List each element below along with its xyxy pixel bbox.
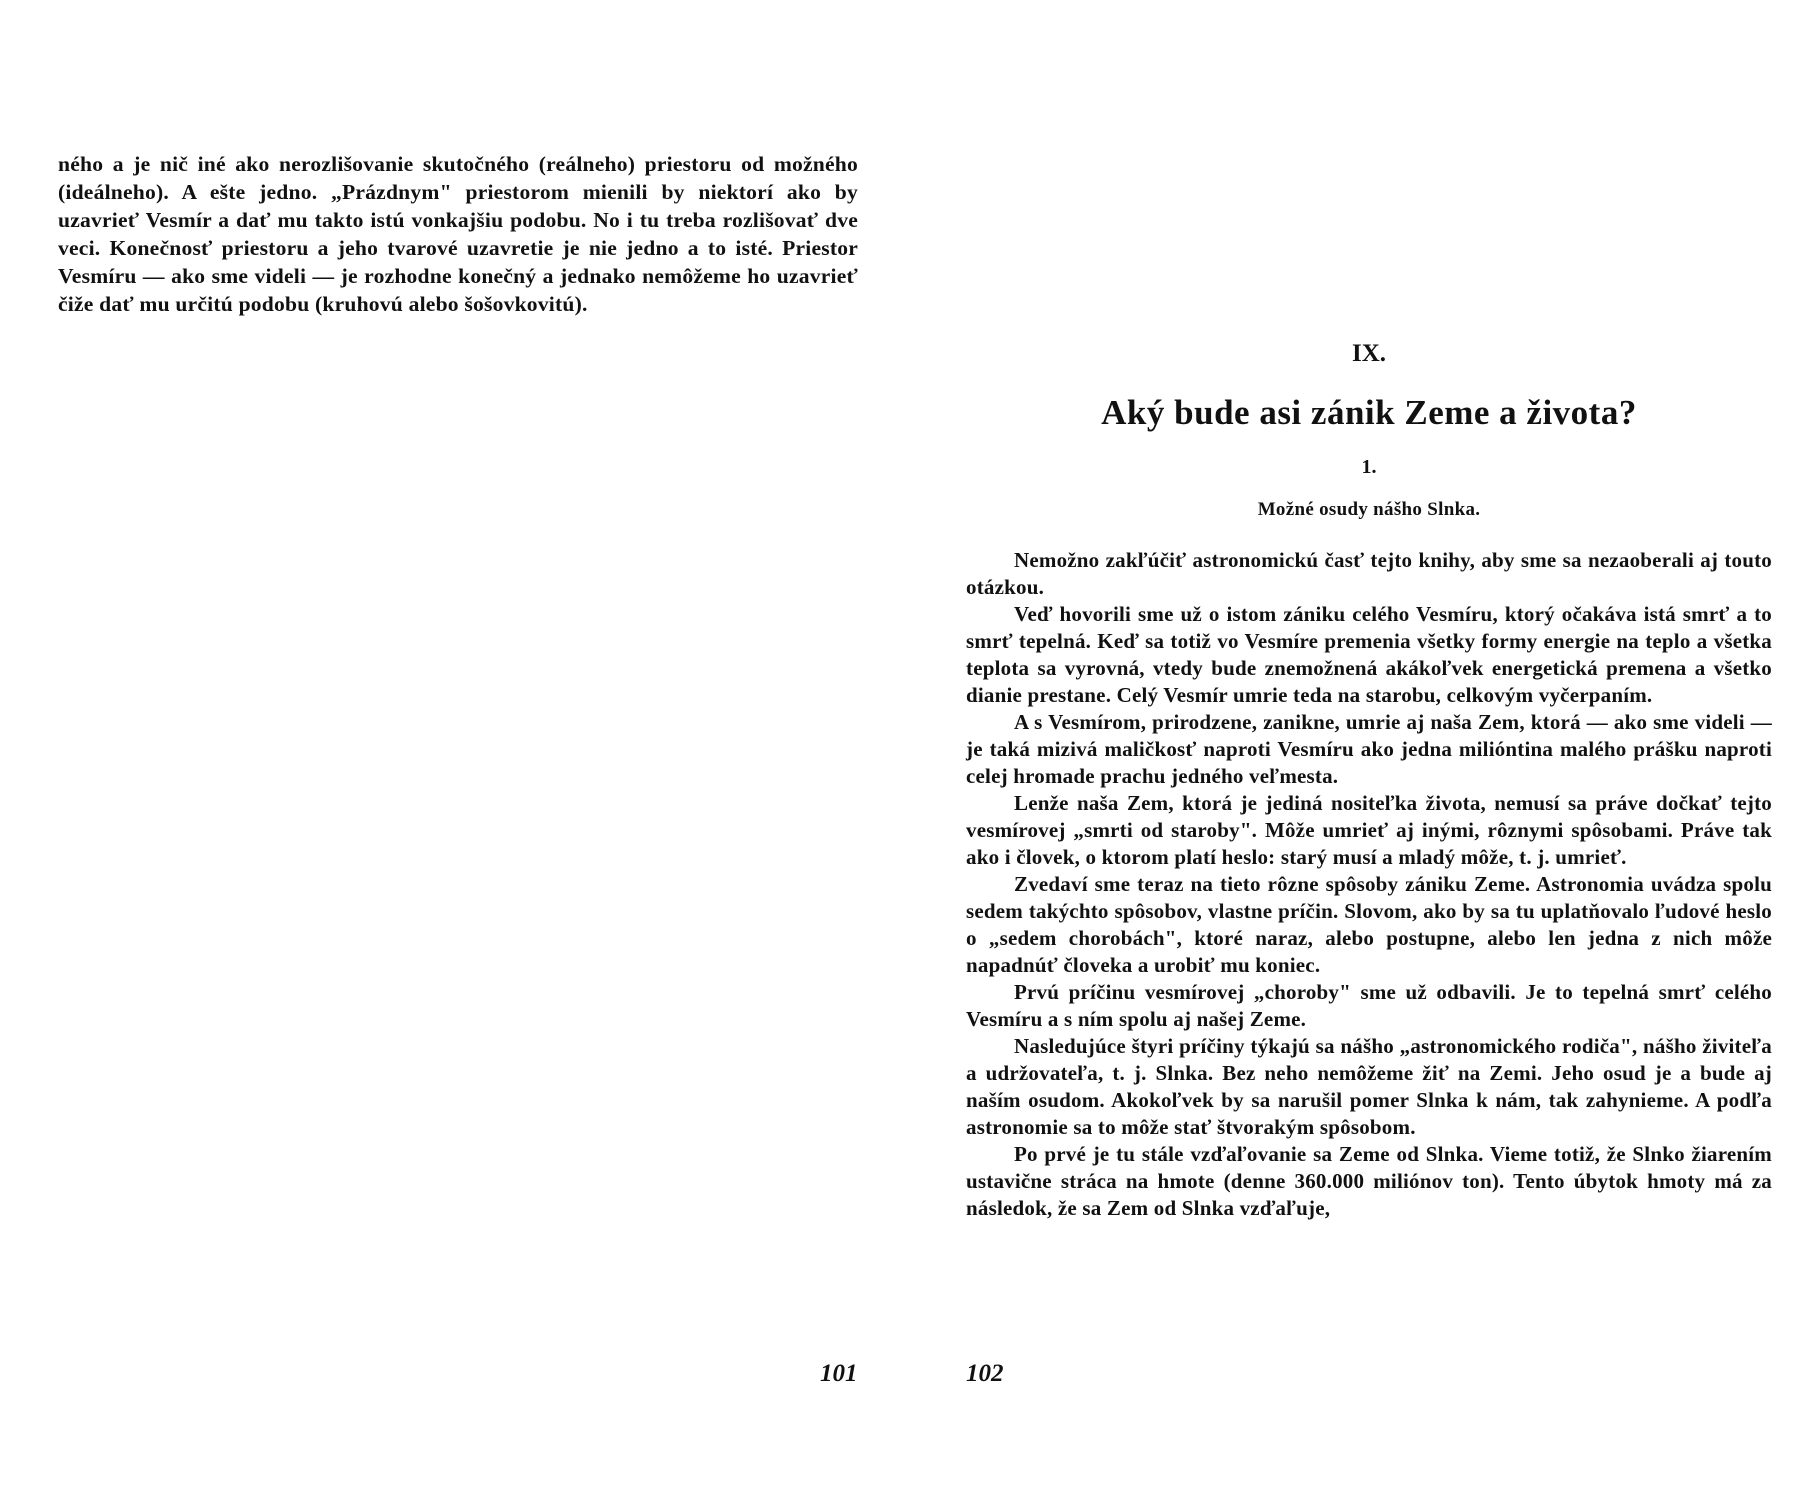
paragraph-1: Nemožno zakľúčiť astronomickú časť tejto knihy, aby sme sa nezaoberali aj touto otázkou. bbox=[966, 548, 1772, 599]
page-number-right: 102 bbox=[966, 1360, 1004, 1387]
section-title: Možné osudy nášho Slnka. bbox=[1257, 499, 1481, 520]
paragraph-7: Nasledujúce štyri príčiny týkajú sa nášho „astronomického rodiča", nášho živiteľa a udržovateľa, t. j. Slnka. Bez neho nemôžeme žiť na Zemi. Jeho osud je a bude aj naším osudom. Akokoľvek by sa narušil pomer Slnka k nám, tak zahynieme. A podľa astronomie sa to môže stať štvorakým spôsobom. bbox=[966, 1034, 1772, 1139]
paragraph-8: Po prvé je tu stále vzďaľovanie sa Zeme od Slnka. Vieme totiž, že Slnko žiarením ustavične stráca na hmote (denne 360.000 miliónov ton). Tento úbytok hmoty má za následok, že sa Zem od Slnka vzďaľuje, bbox=[966, 1142, 1772, 1220]
paragraph-6: Prvú príčinu vesmírovej „choroby" sme už odbavili. Je to tepelná smrť celého Vesmíru a s ním spolu aj našej Zeme. bbox=[966, 980, 1772, 1031]
page-number-left: 101 bbox=[820, 1360, 858, 1387]
left-paragraph: ného a je nič iné ako nerozlišovanie skutočného (reálneho) priestoru od možného (ideálneho). A ešte jedno. „Prázdnym" priestorom mienili by niektorí ako by uzavrieť Vesmír a dať mu takto istú vonkajšiu podobu. No i tu treba rozlišovať dve veci. Konečnosť priestoru a jeho tvarové uzavretie je nie jedno a to isté. Priestor Vesmíru — ako sme videli — je rozhodne konečný a jednako nemôžeme ho uzavrieť čiže dať mu určitú podobu (kruhovú alebo šošovkovitú). bbox=[58, 152, 858, 316]
paragraph-4: Lenže naša Zem, ktorá je jediná nositeľka života, nemusí sa práve dočkať tejto vesmírovej „smrti od staroby". Môže umrieť aj inými, rôznymi spôsobami. Práve tak ako i človek, o ktorom platí heslo: starý musí a mladý môže, t. j. umrieť. bbox=[966, 791, 1772, 869]
paragraph-5: Zvedaví sme teraz na tieto rôzne spôsoby zániku Zeme. Astronomia uvádza spolu sedem takýchto spôsobov, vlastne príčin. Slovom, ako by sa tu uplatňovalo ľudové heslo o „sedem chorobách", ktoré naraz, alebo postupne, alebo len jedna z nich môže napadnúť človeka a urobiť mu koniec. bbox=[966, 872, 1772, 977]
left-page bbox=[58, 150, 858, 318]
section-number: 1. bbox=[1361, 456, 1377, 478]
right-page bbox=[966, 340, 1772, 1222]
chapter-title: Aký bude asi zánik Zeme a života? bbox=[1101, 393, 1637, 432]
paragraph-2: Veď hovorili sme už o istom zániku celého Vesmíru, ktorý očakáva istá smrť a to smrť tepelná. Keď sa totiž vo Vesmíre premenia všetky formy energie na teplo a všetka teplota sa vyrovná, vtedy bude znemožnená akákoľvek energetická premena a všetko dianie prestane. Celý Vesmír umrie teda na starobu, celkovým vyčerpaním. bbox=[966, 602, 1772, 707]
paragraph-3: A s Vesmírom, prirodzene, zanikne, umrie aj naša Zem, ktorá — ako sme videli — je taká mizivá maličkosť naproti Vesmíru ako jedna milióntina malého prášku naproti celej hromade prachu jedného veľmesta. bbox=[966, 710, 1772, 788]
chapter-number: IX. bbox=[1351, 340, 1387, 367]
